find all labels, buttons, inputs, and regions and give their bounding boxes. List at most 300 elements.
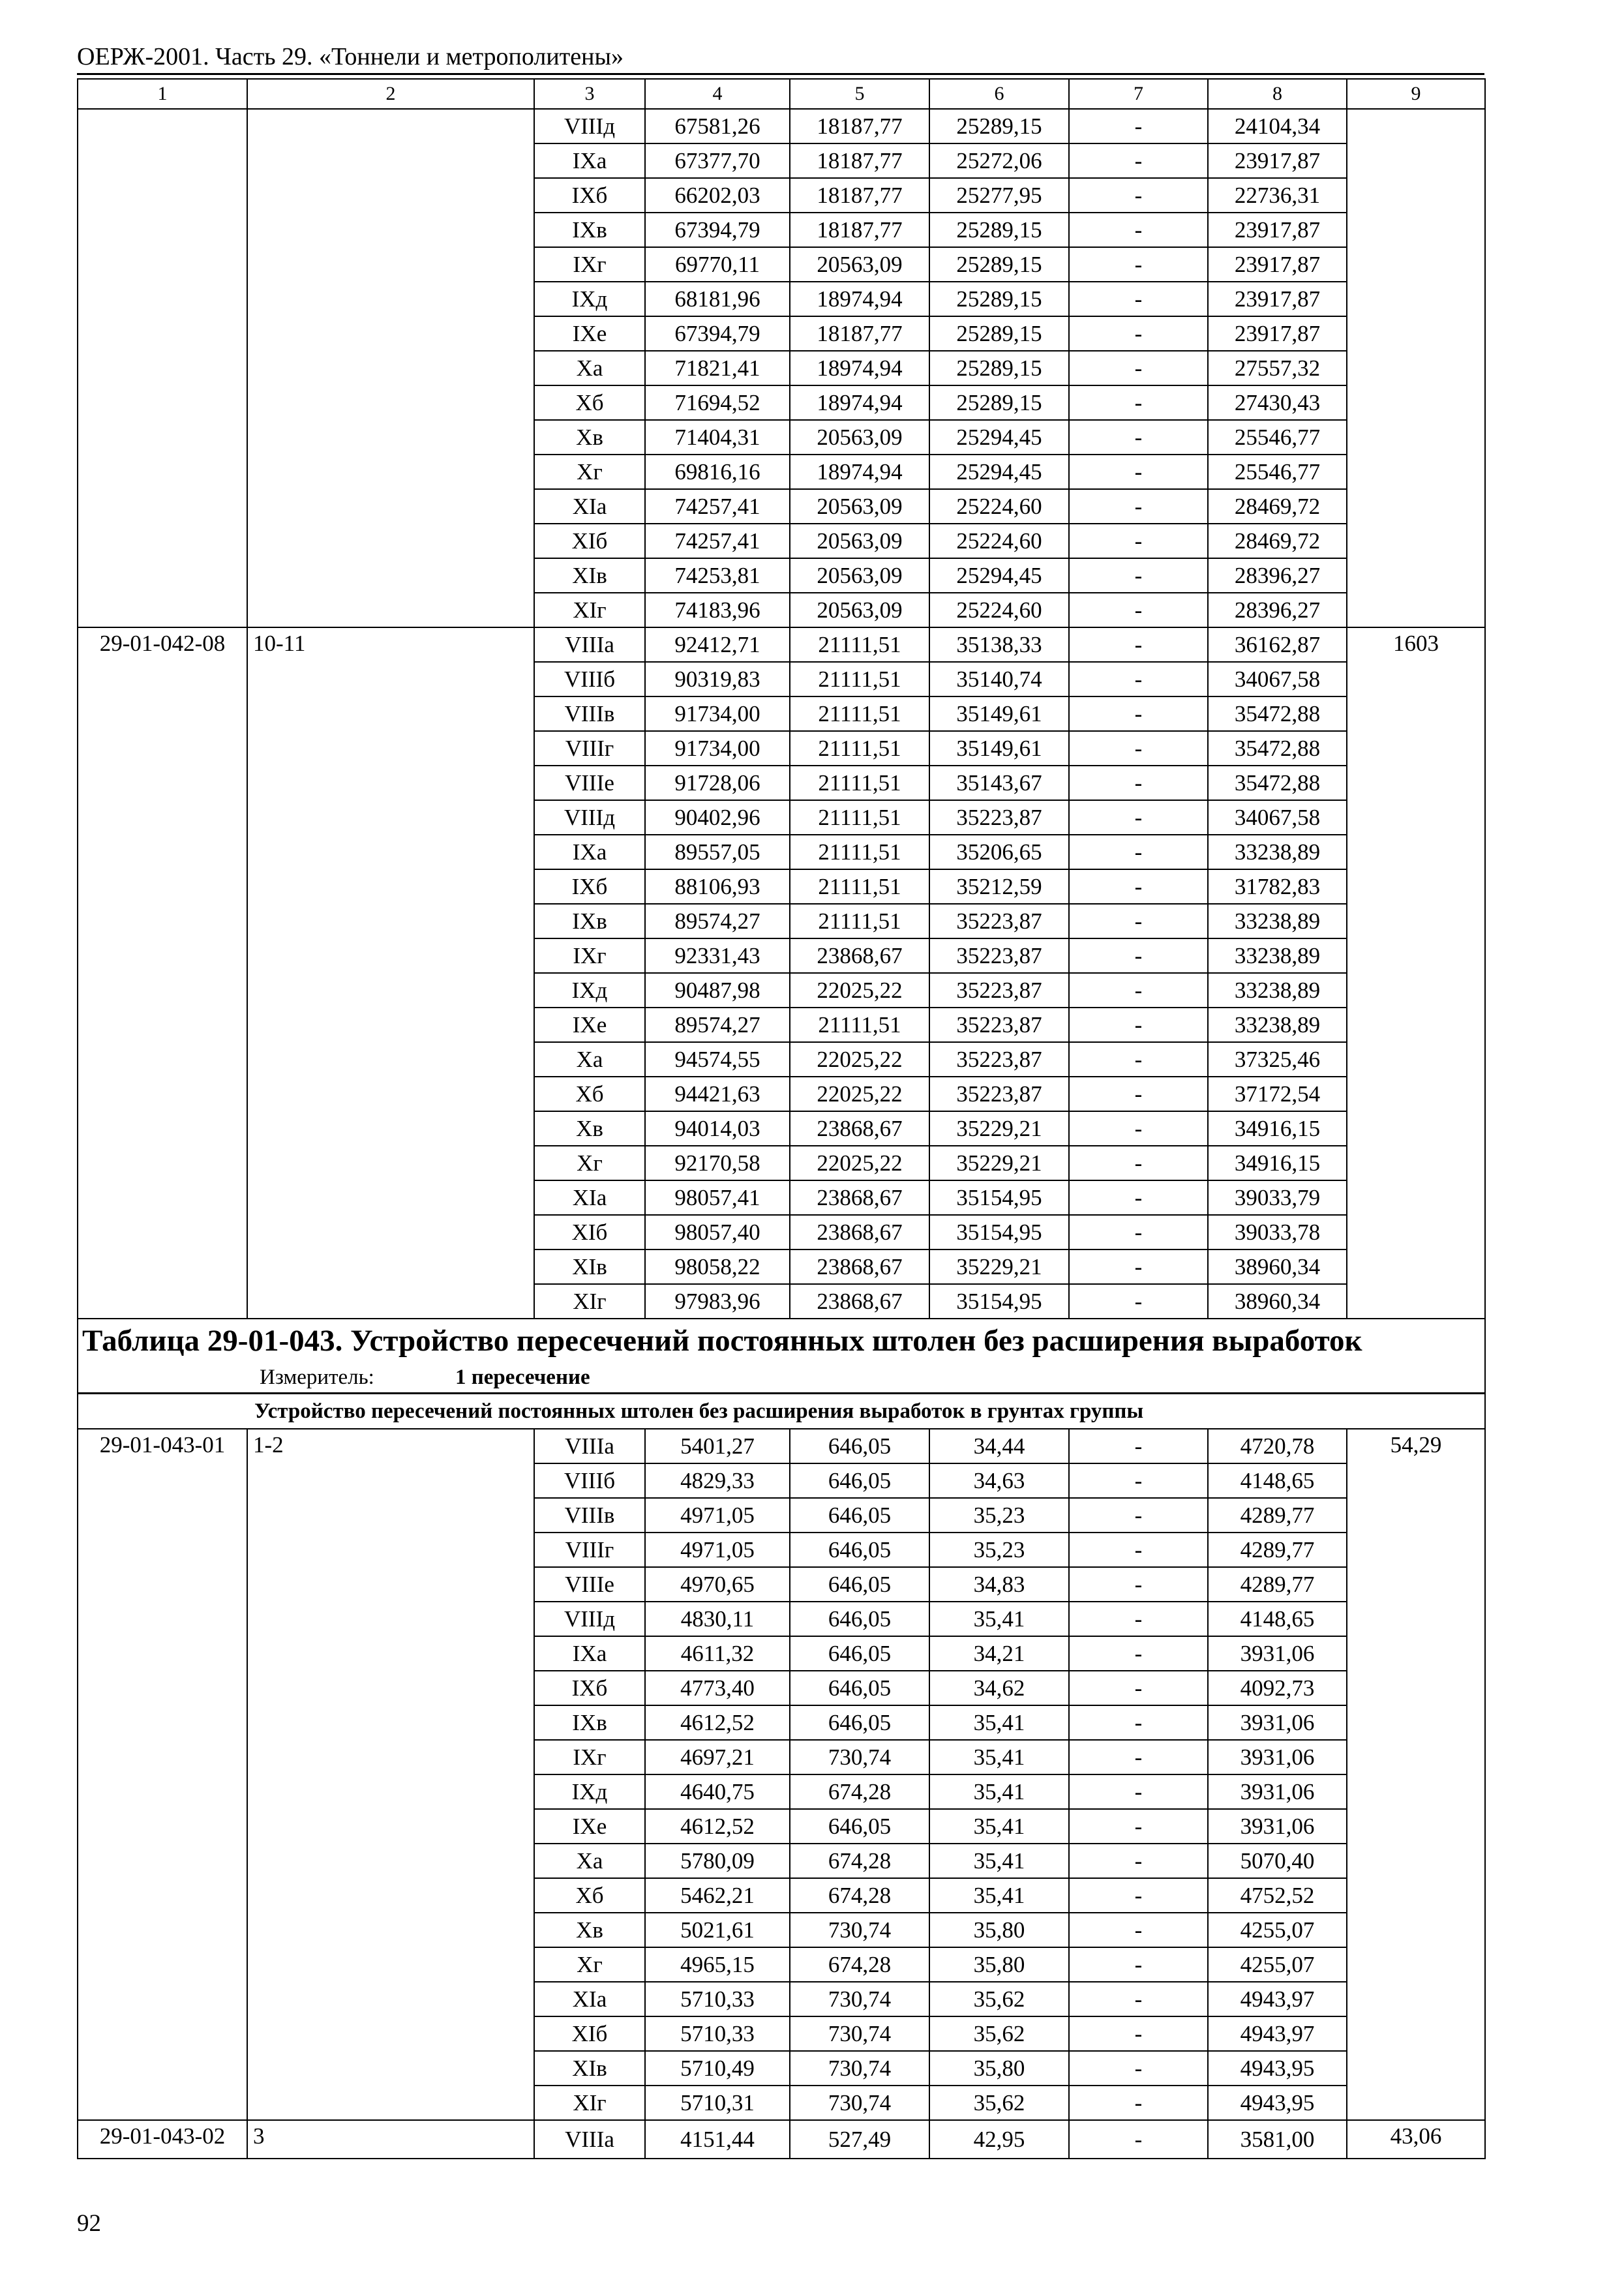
labor-wages: 646,05: [790, 1429, 929, 1463]
materials-cost: 36162,87: [1208, 627, 1347, 662]
soil-group: Xб: [534, 1077, 645, 1111]
materials-cost: 37172,54: [1208, 1077, 1347, 1111]
materials-cost: 35472,88: [1208, 696, 1347, 731]
soil-group: Xa: [534, 351, 645, 385]
machinists-wages: -: [1069, 1146, 1208, 1180]
labor-wages: 21111,51: [790, 627, 929, 662]
direct-costs: 67581,26: [645, 109, 790, 143]
materials-cost: 4092,73: [1208, 1671, 1347, 1705]
labor-wages: 646,05: [790, 1533, 929, 1567]
soil-group: VIIIв: [534, 1498, 645, 1533]
machine-costs: 25289,15: [929, 247, 1069, 282]
machine-costs: 35,41: [929, 1774, 1069, 1809]
soil-group: IXe: [534, 1809, 645, 1844]
soil-group: IXб: [534, 1671, 645, 1705]
machine-costs: 34,62: [929, 1671, 1069, 1705]
direct-costs: 4829,33: [645, 1463, 790, 1498]
soil-group: VIIIa: [534, 2120, 645, 2159]
labor-wages: 18187,77: [790, 178, 929, 213]
labor-wages: 730,74: [790, 1913, 929, 1947]
machinists-wages: -: [1069, 1008, 1208, 1042]
labor-wages: 23868,67: [790, 1215, 929, 1249]
soil-group: Xб: [534, 385, 645, 420]
machinists-wages: -: [1069, 800, 1208, 835]
machinists-wages: -: [1069, 1809, 1208, 1844]
direct-costs: 4965,15: [645, 1947, 790, 1982]
materials-cost: 5070,40: [1208, 1844, 1347, 1878]
direct-costs: 74257,41: [645, 489, 790, 524]
direct-costs: 66202,03: [645, 178, 790, 213]
rates-table: [77, 78, 1486, 2159]
machinists-wages: -: [1069, 1429, 1208, 1463]
materials-cost: 4148,65: [1208, 1602, 1347, 1636]
rate-code: [78, 109, 247, 627]
machinists-wages: -: [1069, 1774, 1208, 1809]
labor-wages: 21111,51: [790, 766, 929, 800]
direct-costs: 90402,96: [645, 800, 790, 835]
soil-group: Xг: [534, 1947, 645, 1982]
soil-group: VIIIд: [534, 109, 645, 143]
measure: [78, 1362, 1485, 1394]
labor-wages: 23868,67: [790, 1249, 929, 1284]
soil-group: XIв: [534, 1249, 645, 1284]
machinists-wages: -: [1069, 2120, 1208, 2159]
materials-cost: 4255,07: [1208, 1947, 1347, 1982]
labor-wages: 18187,77: [790, 109, 929, 143]
machinists-wages: -: [1069, 385, 1208, 420]
materials-cost: 39033,78: [1208, 1215, 1347, 1249]
labor-wages: 730,74: [790, 2051, 929, 2086]
machine-costs: 25289,15: [929, 351, 1069, 385]
direct-costs: 4970,65: [645, 1567, 790, 1602]
machinists-wages: -: [1069, 593, 1208, 627]
soil-group: VIIIд: [534, 800, 645, 835]
labor-wages: 674,28: [790, 1947, 929, 1982]
materials-cost: 24104,34: [1208, 109, 1347, 143]
machinists-wages: -: [1069, 627, 1208, 662]
machine-costs: 35,41: [929, 1705, 1069, 1740]
machine-costs: 35223,87: [929, 904, 1069, 938]
soil-group: Xa: [534, 1844, 645, 1878]
machine-costs: 25224,60: [929, 524, 1069, 558]
materials-cost: 3931,06: [1208, 1740, 1347, 1774]
materials-cost: 34916,15: [1208, 1111, 1347, 1146]
soil-group: IXв: [534, 213, 645, 247]
machine-costs: 35,80: [929, 1947, 1069, 1982]
materials-cost: 4943,95: [1208, 2086, 1347, 2120]
direct-costs: 5710,33: [645, 1982, 790, 2016]
materials-cost: 23917,87: [1208, 213, 1347, 247]
table-row: [78, 109, 1485, 143]
materials-cost: 33238,89: [1208, 1008, 1347, 1042]
direct-costs: 4697,21: [645, 1740, 790, 1774]
soil-group: IXд: [534, 1774, 645, 1809]
soil-group: VIIIe: [534, 1567, 645, 1602]
labor-wages: 22025,22: [790, 1042, 929, 1077]
soil-group: Xв: [534, 420, 645, 455]
column-number: 9: [1347, 79, 1485, 109]
labor-wages: 21111,51: [790, 835, 929, 869]
soil-group: IXa: [534, 1636, 645, 1671]
machine-costs: 35206,65: [929, 835, 1069, 869]
soil-group: IXв: [534, 904, 645, 938]
machine-costs: 35140,74: [929, 662, 1069, 696]
machinists-wages: -: [1069, 1498, 1208, 1533]
labor-wages: 730,74: [790, 1740, 929, 1774]
direct-costs: 89574,27: [645, 1008, 790, 1042]
labor-wages: 21111,51: [790, 731, 929, 766]
materials-cost: 37325,46: [1208, 1042, 1347, 1077]
machine-costs: 25289,15: [929, 213, 1069, 247]
machine-costs: 35223,87: [929, 800, 1069, 835]
soil-group: VIIIб: [534, 662, 645, 696]
machine-costs: 35154,95: [929, 1215, 1069, 1249]
machine-costs: 35,41: [929, 1878, 1069, 1913]
soil-group: IXa: [534, 143, 645, 178]
machinists-wages: -: [1069, 1215, 1208, 1249]
section-heading-row: [78, 1394, 1485, 1429]
machine-costs: 42,95: [929, 2120, 1069, 2159]
direct-costs: 74183,96: [645, 593, 790, 627]
soil-group: XIб: [534, 2016, 645, 2051]
soil-group: IXг: [534, 247, 645, 282]
labor-wages: 21111,51: [790, 869, 929, 904]
direct-costs: 67394,79: [645, 316, 790, 351]
direct-costs: 4612,52: [645, 1705, 790, 1740]
machinists-wages: -: [1069, 1602, 1208, 1636]
machinists-wages: -: [1069, 178, 1208, 213]
machinists-wages: -: [1069, 2051, 1208, 2086]
direct-costs: 4151,44: [645, 2120, 790, 2159]
machinists-wages: -: [1069, 1077, 1208, 1111]
direct-costs: 90487,98: [645, 973, 790, 1008]
soil-group: Xг: [534, 1146, 645, 1180]
soil-group: XIб: [534, 524, 645, 558]
machinists-wages: -: [1069, 662, 1208, 696]
machinists-wages: -: [1069, 1284, 1208, 1319]
column-number: 6: [929, 79, 1069, 109]
soil-group: IXг: [534, 938, 645, 973]
labor-wages: 730,74: [790, 2016, 929, 2051]
materials-cost: 4289,77: [1208, 1567, 1347, 1602]
soil-group: IXг: [534, 1740, 645, 1774]
materials-cost: 4943,97: [1208, 2016, 1347, 2051]
machinists-wages: -: [1069, 1982, 1208, 2016]
machine-costs: 35,62: [929, 1982, 1069, 2016]
machine-costs: 35223,87: [929, 973, 1069, 1008]
labor-wages: 18187,77: [790, 213, 929, 247]
labor-wages: 18187,77: [790, 143, 929, 178]
direct-costs: 92170,58: [645, 1146, 790, 1180]
machine-costs: 25289,15: [929, 282, 1069, 316]
labor-wages: 22025,22: [790, 1146, 929, 1180]
labor-hours: 43,06: [1347, 2120, 1485, 2159]
materials-cost: 4752,52: [1208, 1878, 1347, 1913]
soil-group: Xв: [534, 1111, 645, 1146]
direct-costs: 91734,00: [645, 731, 790, 766]
labor-hours: 54,29: [1347, 1429, 1485, 2120]
machinists-wages: -: [1069, 1878, 1208, 1913]
machinists-wages: -: [1069, 766, 1208, 800]
machine-costs: 35,80: [929, 1913, 1069, 1947]
table-row: [78, 2120, 1485, 2159]
labor-wages: 730,74: [790, 1982, 929, 2016]
machinists-wages: -: [1069, 524, 1208, 558]
labor-wages: 527,49: [790, 2120, 929, 2159]
machinists-wages: -: [1069, 1111, 1208, 1146]
materials-cost: 33238,89: [1208, 835, 1347, 869]
direct-costs: 91734,00: [645, 696, 790, 731]
materials-cost: 23917,87: [1208, 282, 1347, 316]
machinists-wages: -: [1069, 282, 1208, 316]
machine-costs: 35229,21: [929, 1249, 1069, 1284]
machine-costs: 35149,61: [929, 696, 1069, 731]
column-number: 2: [247, 79, 534, 109]
soil-group: VIIIг: [534, 1533, 645, 1567]
machine-costs: 35223,87: [929, 1042, 1069, 1077]
labor-wages: 21111,51: [790, 662, 929, 696]
machinists-wages: -: [1069, 351, 1208, 385]
direct-costs: 71821,41: [645, 351, 790, 385]
labor-wages: 674,28: [790, 1878, 929, 1913]
soil-group: IXв: [534, 1705, 645, 1740]
labor-wages: 674,28: [790, 1774, 929, 1809]
machinists-wages: -: [1069, 558, 1208, 593]
materials-cost: 28469,72: [1208, 524, 1347, 558]
machine-costs: 35,23: [929, 1498, 1069, 1533]
labor-wages: 23868,67: [790, 1111, 929, 1146]
materials-cost: 4289,77: [1208, 1498, 1347, 1533]
labor-wages: 20563,09: [790, 247, 929, 282]
machine-costs: 25294,45: [929, 455, 1069, 489]
labor-wages: 730,74: [790, 2086, 929, 2120]
rate-code: 29-01-042-08: [78, 627, 247, 1319]
machinists-wages: -: [1069, 835, 1208, 869]
labor-wages: 646,05: [790, 1463, 929, 1498]
machine-costs: 35229,21: [929, 1146, 1069, 1180]
machine-costs: 35143,67: [929, 766, 1069, 800]
labor-wages: 674,28: [790, 1844, 929, 1878]
materials-cost: 3931,06: [1208, 1774, 1347, 1809]
labor-wages: 21111,51: [790, 800, 929, 835]
direct-costs: 4971,05: [645, 1498, 790, 1533]
labor-wages: 646,05: [790, 1809, 929, 1844]
machinists-wages: -: [1069, 1844, 1208, 1878]
materials-cost: 4943,97: [1208, 1982, 1347, 2016]
materials-cost: 28469,72: [1208, 489, 1347, 524]
soil-group: XIв: [534, 558, 645, 593]
direct-costs: 4971,05: [645, 1533, 790, 1567]
materials-cost: 4255,07: [1208, 1913, 1347, 1947]
soil-group: IXa: [534, 835, 645, 869]
labor-wages: 21111,51: [790, 696, 929, 731]
soil-group: XIб: [534, 1215, 645, 1249]
machine-costs: 35223,87: [929, 1008, 1069, 1042]
direct-costs: 89557,05: [645, 835, 790, 869]
machinists-wages: -: [1069, 869, 1208, 904]
column-number: 3: [534, 79, 645, 109]
column-number: 8: [1208, 79, 1347, 109]
labor-wages: 23868,67: [790, 938, 929, 973]
machine-costs: 35,80: [929, 2051, 1069, 2086]
labor-wages: 18974,94: [790, 385, 929, 420]
machine-costs: 35,41: [929, 1809, 1069, 1844]
materials-cost: 35472,88: [1208, 731, 1347, 766]
machine-costs: 35,62: [929, 2086, 1069, 2120]
labor-wages: 646,05: [790, 1705, 929, 1740]
direct-costs: 71694,52: [645, 385, 790, 420]
soil-group: IXe: [534, 1008, 645, 1042]
machine-costs: 35149,61: [929, 731, 1069, 766]
direct-costs: 67377,70: [645, 143, 790, 178]
direct-costs: 69816,16: [645, 455, 790, 489]
column-number: 1: [78, 79, 247, 109]
soil-group: VIIIв: [534, 696, 645, 731]
norm-range: 3: [247, 2120, 534, 2159]
materials-cost: 4148,65: [1208, 1463, 1347, 1498]
materials-cost: 34067,58: [1208, 662, 1347, 696]
materials-cost: 28396,27: [1208, 593, 1347, 627]
labor-wages: 646,05: [790, 1567, 929, 1602]
materials-cost: 3931,06: [1208, 1636, 1347, 1671]
machinists-wages: -: [1069, 2016, 1208, 2051]
direct-costs: 5780,09: [645, 1844, 790, 1878]
labor-wages: 20563,09: [790, 558, 929, 593]
direct-costs: 5710,33: [645, 2016, 790, 2051]
machinists-wages: -: [1069, 938, 1208, 973]
header-rule: [77, 73, 1484, 75]
soil-group: XIг: [534, 1284, 645, 1319]
measure-label: Измеритель:: [260, 1365, 374, 1389]
column-number: 4: [645, 79, 790, 109]
direct-costs: 97983,96: [645, 1284, 790, 1319]
direct-costs: 74253,81: [645, 558, 790, 593]
materials-cost: 22736,31: [1208, 178, 1347, 213]
machine-costs: 35138,33: [929, 627, 1069, 662]
rate-code: 29-01-043-01: [78, 1429, 247, 2120]
machinists-wages: -: [1069, 731, 1208, 766]
direct-costs: 98057,40: [645, 1215, 790, 1249]
soil-group: XIa: [534, 1180, 645, 1215]
machinists-wages: -: [1069, 904, 1208, 938]
measure-value: 1 пересечение: [455, 1365, 590, 1389]
soil-group: Xв: [534, 1913, 645, 1947]
machinists-wages: -: [1069, 1740, 1208, 1774]
direct-costs: 94574,55: [645, 1042, 790, 1077]
direct-costs: 4773,40: [645, 1671, 790, 1705]
labor-wages: 18187,77: [790, 316, 929, 351]
direct-costs: 5462,21: [645, 1878, 790, 1913]
labor-wages: 20563,09: [790, 420, 929, 455]
materials-cost: 23917,87: [1208, 247, 1347, 282]
machinists-wages: -: [1069, 213, 1208, 247]
materials-cost: 23917,87: [1208, 316, 1347, 351]
labor-wages: 646,05: [790, 1602, 929, 1636]
labor-wages: 20563,09: [790, 489, 929, 524]
norm-range: [247, 109, 534, 627]
machine-costs: 25289,15: [929, 109, 1069, 143]
soil-group: XIг: [534, 593, 645, 627]
soil-group: IXд: [534, 973, 645, 1008]
soil-group: IXe: [534, 316, 645, 351]
labor-wages: 646,05: [790, 1498, 929, 1533]
soil-group: IXб: [534, 178, 645, 213]
soil-group: XIa: [534, 1982, 645, 2016]
direct-costs: 67394,79: [645, 213, 790, 247]
labor-wages: 21111,51: [790, 904, 929, 938]
direct-costs: 98058,22: [645, 1249, 790, 1284]
soil-group: VIIIг: [534, 731, 645, 766]
soil-group: IXд: [534, 282, 645, 316]
labor-wages: 646,05: [790, 1671, 929, 1705]
soil-group: XIг: [534, 2086, 645, 2120]
materials-cost: 3581,00: [1208, 2120, 1347, 2159]
materials-cost: 4289,77: [1208, 1533, 1347, 1567]
running-header: ОЕРЖ-2001. Часть 29. «Тоннели и метрополитены»: [77, 43, 624, 70]
machine-costs: 35212,59: [929, 869, 1069, 904]
machine-costs: 25277,95: [929, 178, 1069, 213]
direct-costs: 69770,11: [645, 247, 790, 282]
labor-hours: [1347, 109, 1485, 627]
machinists-wages: -: [1069, 489, 1208, 524]
soil-group: Xa: [534, 1042, 645, 1077]
materials-cost: 25546,77: [1208, 420, 1347, 455]
direct-costs: 4640,75: [645, 1774, 790, 1809]
machine-costs: 35,41: [929, 1740, 1069, 1774]
machinists-wages: -: [1069, 420, 1208, 455]
materials-cost: 31782,83: [1208, 869, 1347, 904]
machine-costs: 35229,21: [929, 1111, 1069, 1146]
machine-costs: 25289,15: [929, 316, 1069, 351]
machine-costs: 34,63: [929, 1463, 1069, 1498]
direct-costs: 92331,43: [645, 938, 790, 973]
soil-group: VIIIa: [534, 1429, 645, 1463]
materials-cost: 23917,87: [1208, 143, 1347, 178]
machinists-wages: -: [1069, 1913, 1208, 1947]
materials-cost: 39033,79: [1208, 1180, 1347, 1215]
direct-costs: 89574,27: [645, 904, 790, 938]
machinists-wages: -: [1069, 1042, 1208, 1077]
machine-costs: 25294,45: [929, 420, 1069, 455]
materials-cost: 4720,78: [1208, 1429, 1347, 1463]
machinists-wages: -: [1069, 1636, 1208, 1671]
direct-costs: 71404,31: [645, 420, 790, 455]
direct-costs: 4611,32: [645, 1636, 790, 1671]
machinists-wages: -: [1069, 1671, 1208, 1705]
direct-costs: 68181,96: [645, 282, 790, 316]
direct-costs: 5710,49: [645, 2051, 790, 2086]
machine-costs: 34,44: [929, 1429, 1069, 1463]
machinists-wages: -: [1069, 316, 1208, 351]
materials-cost: 27557,32: [1208, 351, 1347, 385]
labor-wages: 18974,94: [790, 282, 929, 316]
table-row: [78, 627, 1485, 662]
column-number: 7: [1069, 79, 1208, 109]
machinists-wages: -: [1069, 143, 1208, 178]
table-row: [78, 1429, 1485, 1463]
table-title-row: [78, 1319, 1485, 1362]
labor-wages: 18974,94: [790, 351, 929, 385]
machinists-wages: -: [1069, 2086, 1208, 2120]
direct-costs: 74257,41: [645, 524, 790, 558]
labor-wages: 20563,09: [790, 524, 929, 558]
machine-costs: 35,23: [929, 1533, 1069, 1567]
materials-cost: 28396,27: [1208, 558, 1347, 593]
soil-group: VIIIб: [534, 1463, 645, 1498]
machine-costs: 35154,95: [929, 1284, 1069, 1319]
labor-wages: 23868,67: [790, 1180, 929, 1215]
soil-group: XIa: [534, 489, 645, 524]
